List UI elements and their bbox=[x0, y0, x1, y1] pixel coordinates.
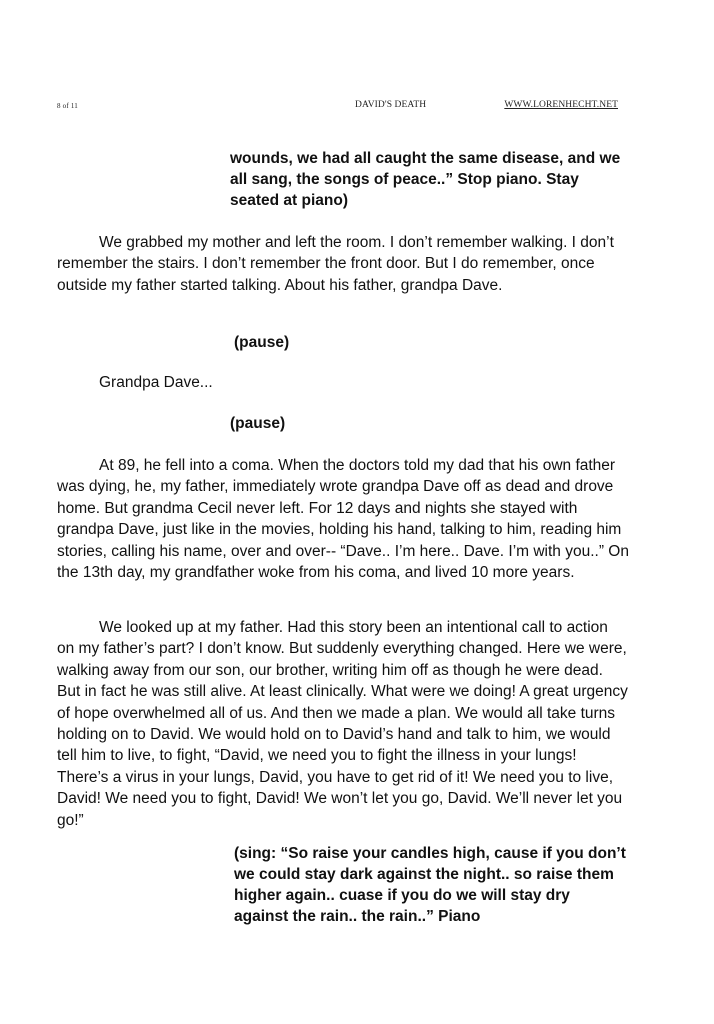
stage-direction-continued: wounds, we had all caught the same disease, and we all sang, the songs of peace..” Stop piano. Stay seated at piano) bbox=[230, 150, 621, 209]
website-link[interactable]: WWW.LORENHECHT.NET bbox=[504, 100, 618, 110]
pause-direction: (pause) bbox=[234, 334, 290, 351]
paragraph-leaving-room: We grabbed my mother and left the room. I don’t remember walking. I don’t remember the stairs. I don’t remember the front door. But I do remember, once outside my father started talking. About his father, grandpa Dave. bbox=[57, 234, 614, 294]
paragraph-coma-story: At 89, he fell into a coma. When the doctors told my dad that his own father was dying, he, my father, immediately wrote grandpa Dave off as dead and drove home. But grandma Cecil never left. For 12 days and nights she stayed with grandpa Dave, just like in the movies, holding his hand, talking to him, reading him stories, calling his name, over and over-- “Dave.. I’m here.. Dave. I’m with you..” On the 13th day, my grandfather woke from his coma, and lived 10 more years. bbox=[57, 457, 629, 582]
page-header bbox=[57, 100, 618, 114]
pause-direction: (pause) bbox=[230, 415, 286, 432]
page-number: 8 of 11 bbox=[57, 102, 78, 110]
document-title: DAVID'S DEATH bbox=[355, 100, 427, 110]
paragraph-grandpa-dave: Grandpa Dave... bbox=[99, 374, 213, 391]
paragraph-family-plan: We looked up at my father. Had this story been an intentional call to action on my father’s part? I don’t know. But suddenly everything changed. Here we were, walking away from our son, our brother, writing him off as though he were dead. But in fact he was still alive. At least clinically. What were we doing! A great urgency of hope overwhelmed all of us. And then we made a plan. We would all take turns holding on to David. We would hold on to David’s hand and talk to him, we would tell him to live, to fight, “David, we need you to fight the illness in your lungs! There’s a virus in your lungs, David, you have to get rid of it! We need you to live, David! We need you to fight, David! We won’t let you go, David. We’ll never let you go!” bbox=[57, 619, 628, 829]
stage-direction-song: (sing: “So raise your candles high, cause if you don’t we could stay dark against the night.. so raise them higher again.. cuase if you do we will stay dry against the rain.. the rain..” Piano bbox=[234, 845, 626, 925]
